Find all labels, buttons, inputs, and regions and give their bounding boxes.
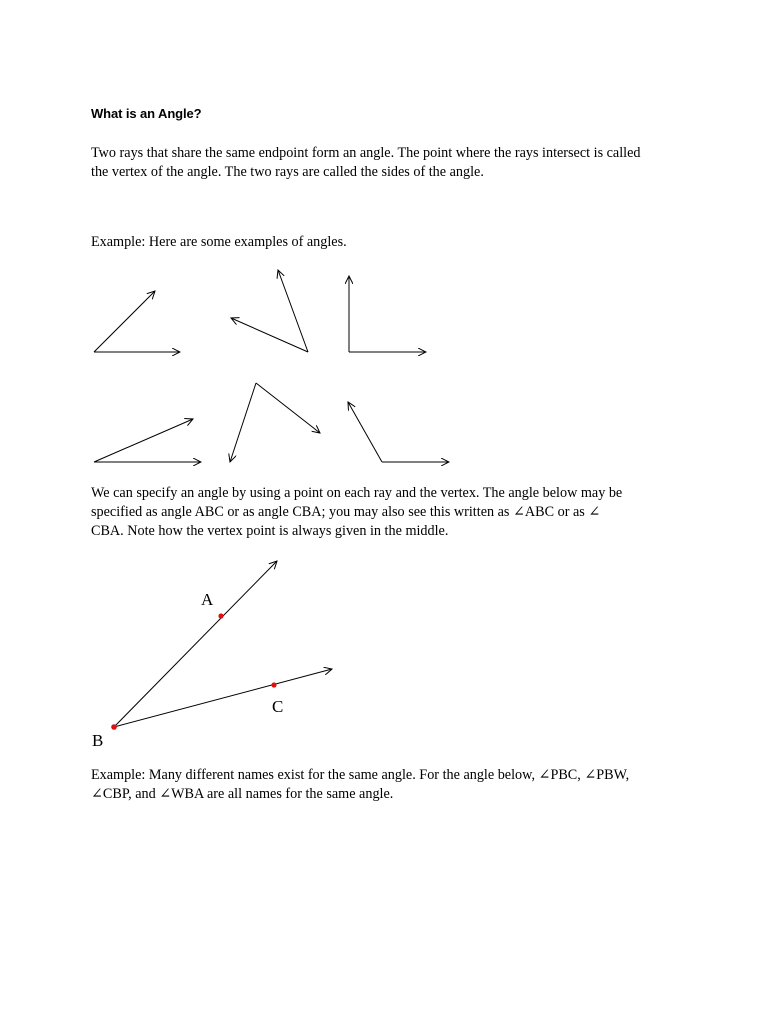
label-a: A [201,590,214,609]
angle-abc-diagram [0,552,768,752]
angle-example-3 [349,276,426,352]
label-c: C [272,697,284,716]
example-names-line-1: Example: Many different names exist for the same angle. For the angle below, ∠PBC, ∠PBW, [91,767,630,783]
point-c [271,682,276,687]
angle-example-2 [231,270,308,352]
angle-example-6 [348,402,449,462]
definition-line-1: Two rays that share the same endpoint form an angle. The point where the rays intersect is called [91,145,641,161]
specify-line-2: specified as angle ABC or as angle CBA; you may also see this written as ∠ABC or as ∠ [91,504,601,520]
example-intro-text: Example: Here are some examples of angles. [91,234,347,250]
point-a [218,613,223,618]
example-names-line-2: ∠CBP, and ∠WBA are all names for the same angle. [91,786,394,802]
definition-line-2: the vertex of the angle. The two rays are called the sides of the angle. [91,164,484,180]
specify-line-1: We can specify an angle by using a point on each ray and the vertex. The angle below may be [91,485,623,501]
angle-example-1 [94,291,180,352]
ray-ba [114,561,277,727]
definition-paragraph [91,144,691,182]
angle-examples-figure [0,260,768,470]
example-intro [91,233,691,252]
ray-bc [114,669,332,727]
specify-line-3: CBA. Note how the vertex point is always given in the middle. [91,523,449,539]
point-b [111,724,117,730]
specify-paragraph [91,484,691,541]
page-heading: What is an Angle? [91,106,202,121]
example-names-paragraph [91,766,691,804]
angle-example-4 [94,419,201,462]
angle-example-5 [230,383,320,462]
label-b: B [92,731,104,750]
